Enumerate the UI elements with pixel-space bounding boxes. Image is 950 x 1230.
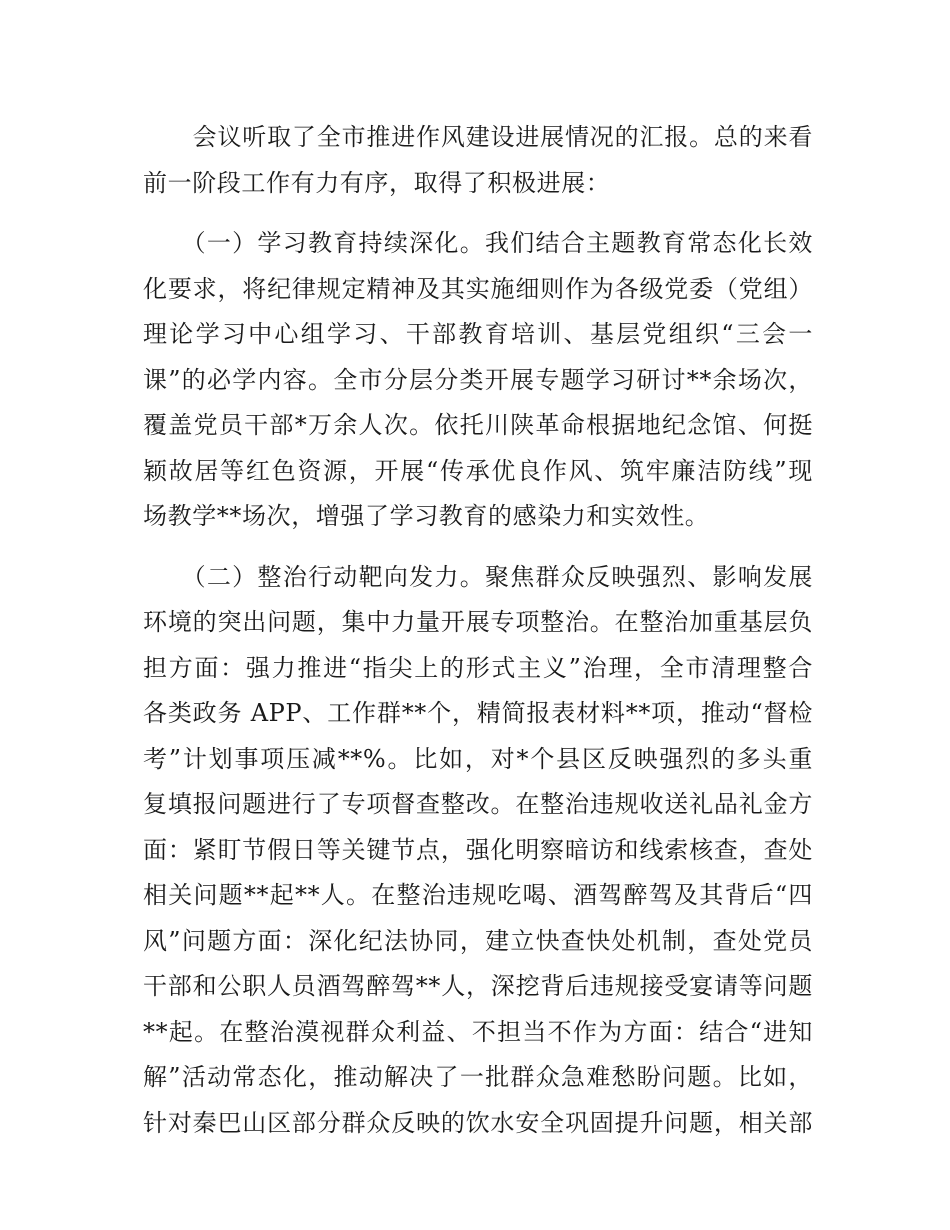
text-line: 相关问题**起**人。在整治违规吃喝、酒驾醉驾及其背后“四 bbox=[143, 881, 813, 909]
text-line: 风”问题方面：深化纪法协同，建立快查快处机制，查处党员 bbox=[143, 926, 813, 955]
text-line: 化要求，将纪律规定精神及其实施细则作为各级党委（党组） bbox=[143, 274, 813, 303]
text-line: 环境的突出问题，集中力量开展专项整治。在整治加重基层负 bbox=[143, 608, 813, 636]
text-line: 考”计划事项压减**%。比如，对*个县区反映强烈的多头重 bbox=[143, 744, 813, 773]
text-line: 复填报问题进行了专项督查整改。在整治违规收送礼品礼金方 bbox=[143, 790, 813, 818]
text-line: 干部和公职人员酒驾醉驾**人，深挖背后违规接受宴请等问题 bbox=[143, 972, 813, 1000]
text-line: （一）学习教育持续深化。我们结合主题教育常态化长效 bbox=[143, 229, 813, 257]
text-line: 会议听取了全市推进作风建设进展情况的汇报。总的来看 bbox=[143, 123, 813, 151]
text-line: 担方面：强力推进“指尖上的形式主义”治理，全市清理整合 bbox=[143, 653, 813, 682]
text-line: **起。在整治漠视群众利益、不担当不作为方面：结合“进知 bbox=[143, 1017, 813, 1046]
text-line: 解”活动常态化，推动解决了一批群众急难愁盼问题。比如， bbox=[143, 1063, 813, 1091]
text-line: 针对秦巴山区部分群众反映的饮水安全巩固提升问题，相关部 bbox=[143, 1108, 813, 1137]
text-line: 覆盖党员干部*万余人次。依托川陕革命根据地纪念馆、何挺 bbox=[143, 411, 813, 439]
text-line: 场教学**场次，增强了学习教育的感染力和实效性。 bbox=[143, 502, 710, 530]
document-body bbox=[143, 115, 813, 1146]
text-line: 前一阶段工作有力有序，取得了积极进展： bbox=[143, 168, 611, 197]
text-line: 理论学习中心组学习、干部教育培训、基层党组织“三会一 bbox=[143, 320, 813, 348]
paragraph-study-education bbox=[143, 221, 813, 540]
paragraph-intro bbox=[143, 115, 813, 206]
paragraph-rectification bbox=[143, 555, 813, 1147]
text-line: 各类政务 APP、工作群**个，精简报表材料**项，推动“督检 bbox=[143, 699, 813, 727]
text-line: （二）整治行动靶向发力。聚焦群众反映强烈、影响发展 bbox=[143, 562, 813, 591]
text-line: 面：紧盯节假日等关键节点，强化明察暗访和线索核查，查处 bbox=[143, 835, 813, 864]
text-line: 课”的必学内容。全市分层分类开展专题学习研讨**余场次， bbox=[143, 365, 813, 394]
text-line: 颖故居等红色资源，开展“传承优良作风、筑牢廉洁防线”现 bbox=[143, 456, 813, 485]
